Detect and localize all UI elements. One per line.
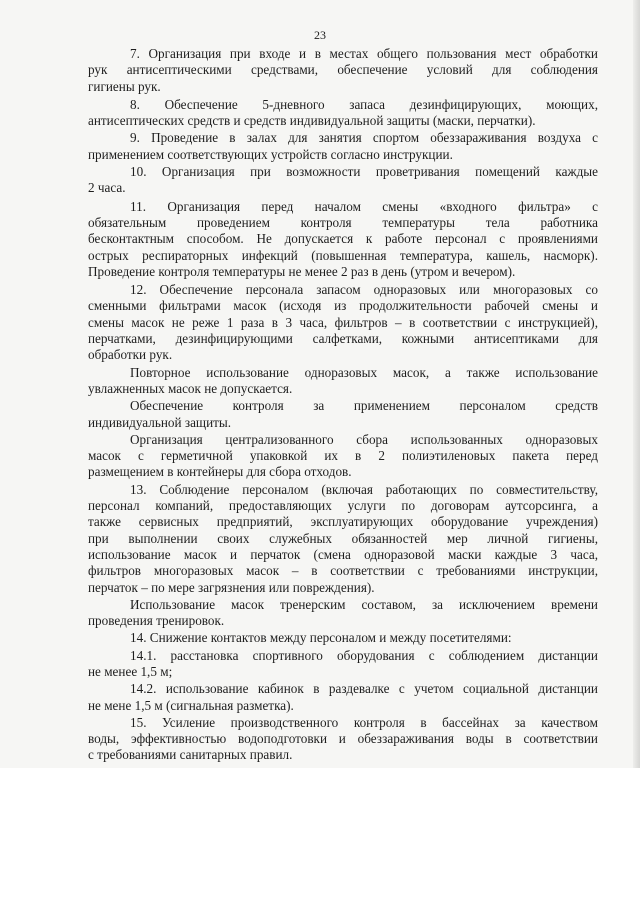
text-line: Обеспечение контроля за применением персоналом средств <box>130 398 598 414</box>
text-line: 12. Обеспечение персонала запасом одноразовых или многоразовых со <box>130 282 598 298</box>
text-line: сменными фильтрами масок (исходя из продолжительности рабочей смены и <box>88 298 598 314</box>
text-line: рук антисептическими средствами, обеспечение условий для соблюдения <box>88 62 598 78</box>
text-line: смены масок не реже 1 раза в 3 часа, фильтров – в соответствии с инструкцией), <box>88 314 598 330</box>
paragraph-p9 <box>88 130 598 163</box>
page-number: 23 <box>314 28 326 42</box>
paragraph-p13b <box>88 597 598 630</box>
text-line: Использование масок тренерским составом, за исключением времени <box>130 596 598 612</box>
text-line: не мене 1,5 м (сигнальная разметка). <box>88 697 294 713</box>
text-line: гигиены рук. <box>88 78 161 94</box>
text-line: при выполнении своих служебных обязанностей мер личной гигиены, <box>88 530 598 546</box>
text-line: перчатками, дезинфицирующими салфетками, кожными антисептиками для <box>88 331 598 347</box>
text-line: 13. Соблюдение персоналом (включая работающих по совместительству, <box>130 481 598 497</box>
text-line: с требованиями санитарных правил. <box>88 747 293 763</box>
paragraph-p10 <box>88 164 598 197</box>
text-line: применением соответствующих устройств согласно инструкции. <box>88 146 453 162</box>
text-line: 14.2. использование кабинок в раздевалке с учетом социальной дистанции <box>130 681 598 697</box>
paragraph-p13 <box>88 482 598 596</box>
page-edge-shadow <box>633 0 640 768</box>
text-line: 8. Обеспечение 5-дневного запаса дезинфицирующих, моющих, <box>130 96 598 112</box>
text-line: обработки рук. <box>88 347 173 363</box>
paragraph-p12d <box>88 432 598 481</box>
text-line: 14. Снижение контактов между персоналом и между посетителями: <box>130 630 512 646</box>
text-line: не менее 1,5 м; <box>88 663 173 679</box>
paragraph-p12b <box>88 365 598 398</box>
text-line: масок с герметичной упаковкой их в 2 полиэтиленовых пакета перед <box>88 448 598 464</box>
text-line: 2 часа. <box>88 180 126 196</box>
paragraph-p14_1 <box>88 648 598 681</box>
text-line: увлажненных масок не допускается. <box>88 380 293 396</box>
text-line: 9. Проведение в залах для занятия спортом обеззараживания воздуха с <box>130 130 598 146</box>
text-line: также сервисных предприятий, эксплуатирующих оборудование учреждения) <box>88 514 598 530</box>
paragraph-p14_2 <box>88 681 598 714</box>
text-line: 10. Организация при возможности проветривания помещений каждые <box>130 164 598 180</box>
text-line: фильтров многоразовых масок – в соответствии с требованиями инструкции, <box>88 563 598 579</box>
text-line: острых респираторных инфекций (повышенная температура, кашель, насморк). <box>88 247 598 263</box>
text-line: 15. Усиление производственного контроля в бассейнах за качеством <box>130 714 598 730</box>
text-line: воды, эффективностью водоподготовки и обеззараживания воды в соответствии <box>88 731 598 747</box>
text-line: 14.1. расстановка спортивного оборудования с соблюдением дистанции <box>130 647 598 663</box>
paragraph-p15 <box>88 715 598 764</box>
text-line: индивидуальной защиты. <box>88 414 232 430</box>
text-line: размещением в контейнеры для сбора отходов. <box>88 464 352 480</box>
paragraph-p8 <box>88 97 598 130</box>
paragraph-p7 <box>88 46 598 95</box>
paragraph-p11 <box>88 199 598 280</box>
text-line: обязательным проведением контроля температуры тела работника <box>88 214 598 230</box>
text-line: Повторное использование одноразовых масок, а также использование <box>130 364 598 380</box>
paragraph-p14 <box>88 630 598 646</box>
text-line: персонал компаний, предоставляющих услуги по договорам аутсорсинга, а <box>88 498 598 514</box>
paragraph-p12 <box>88 282 598 363</box>
document-body <box>88 46 598 798</box>
text-line: использование масок и перчаток (смена одноразовой маски каждые 3 часа, <box>88 546 598 562</box>
text-line: антисептических средств и средств индивидуальной защиты (маски, перчатки). <box>88 113 536 129</box>
blank-margin <box>0 768 640 905</box>
paragraph-p12c <box>88 398 598 431</box>
text-line: 11. Организация перед началом смены «входного фильтра» с <box>130 198 598 214</box>
text-line: 7. Организация при входе и в местах общего пользования мест обработки <box>130 46 598 61</box>
text-line: перчаток – по мере загрязнения или повреждения). <box>88 579 375 595</box>
text-line: Проведение контроля температуры не менее 2 раз в день (утром и вечером). <box>88 263 516 279</box>
text-line: бесконтактным способом. Не допускается к работе персонал с проявлениями <box>88 231 598 247</box>
text-line: Организация централизованного сбора использованных одноразовых <box>130 431 598 447</box>
text-line: проведения тренировок. <box>88 613 225 629</box>
